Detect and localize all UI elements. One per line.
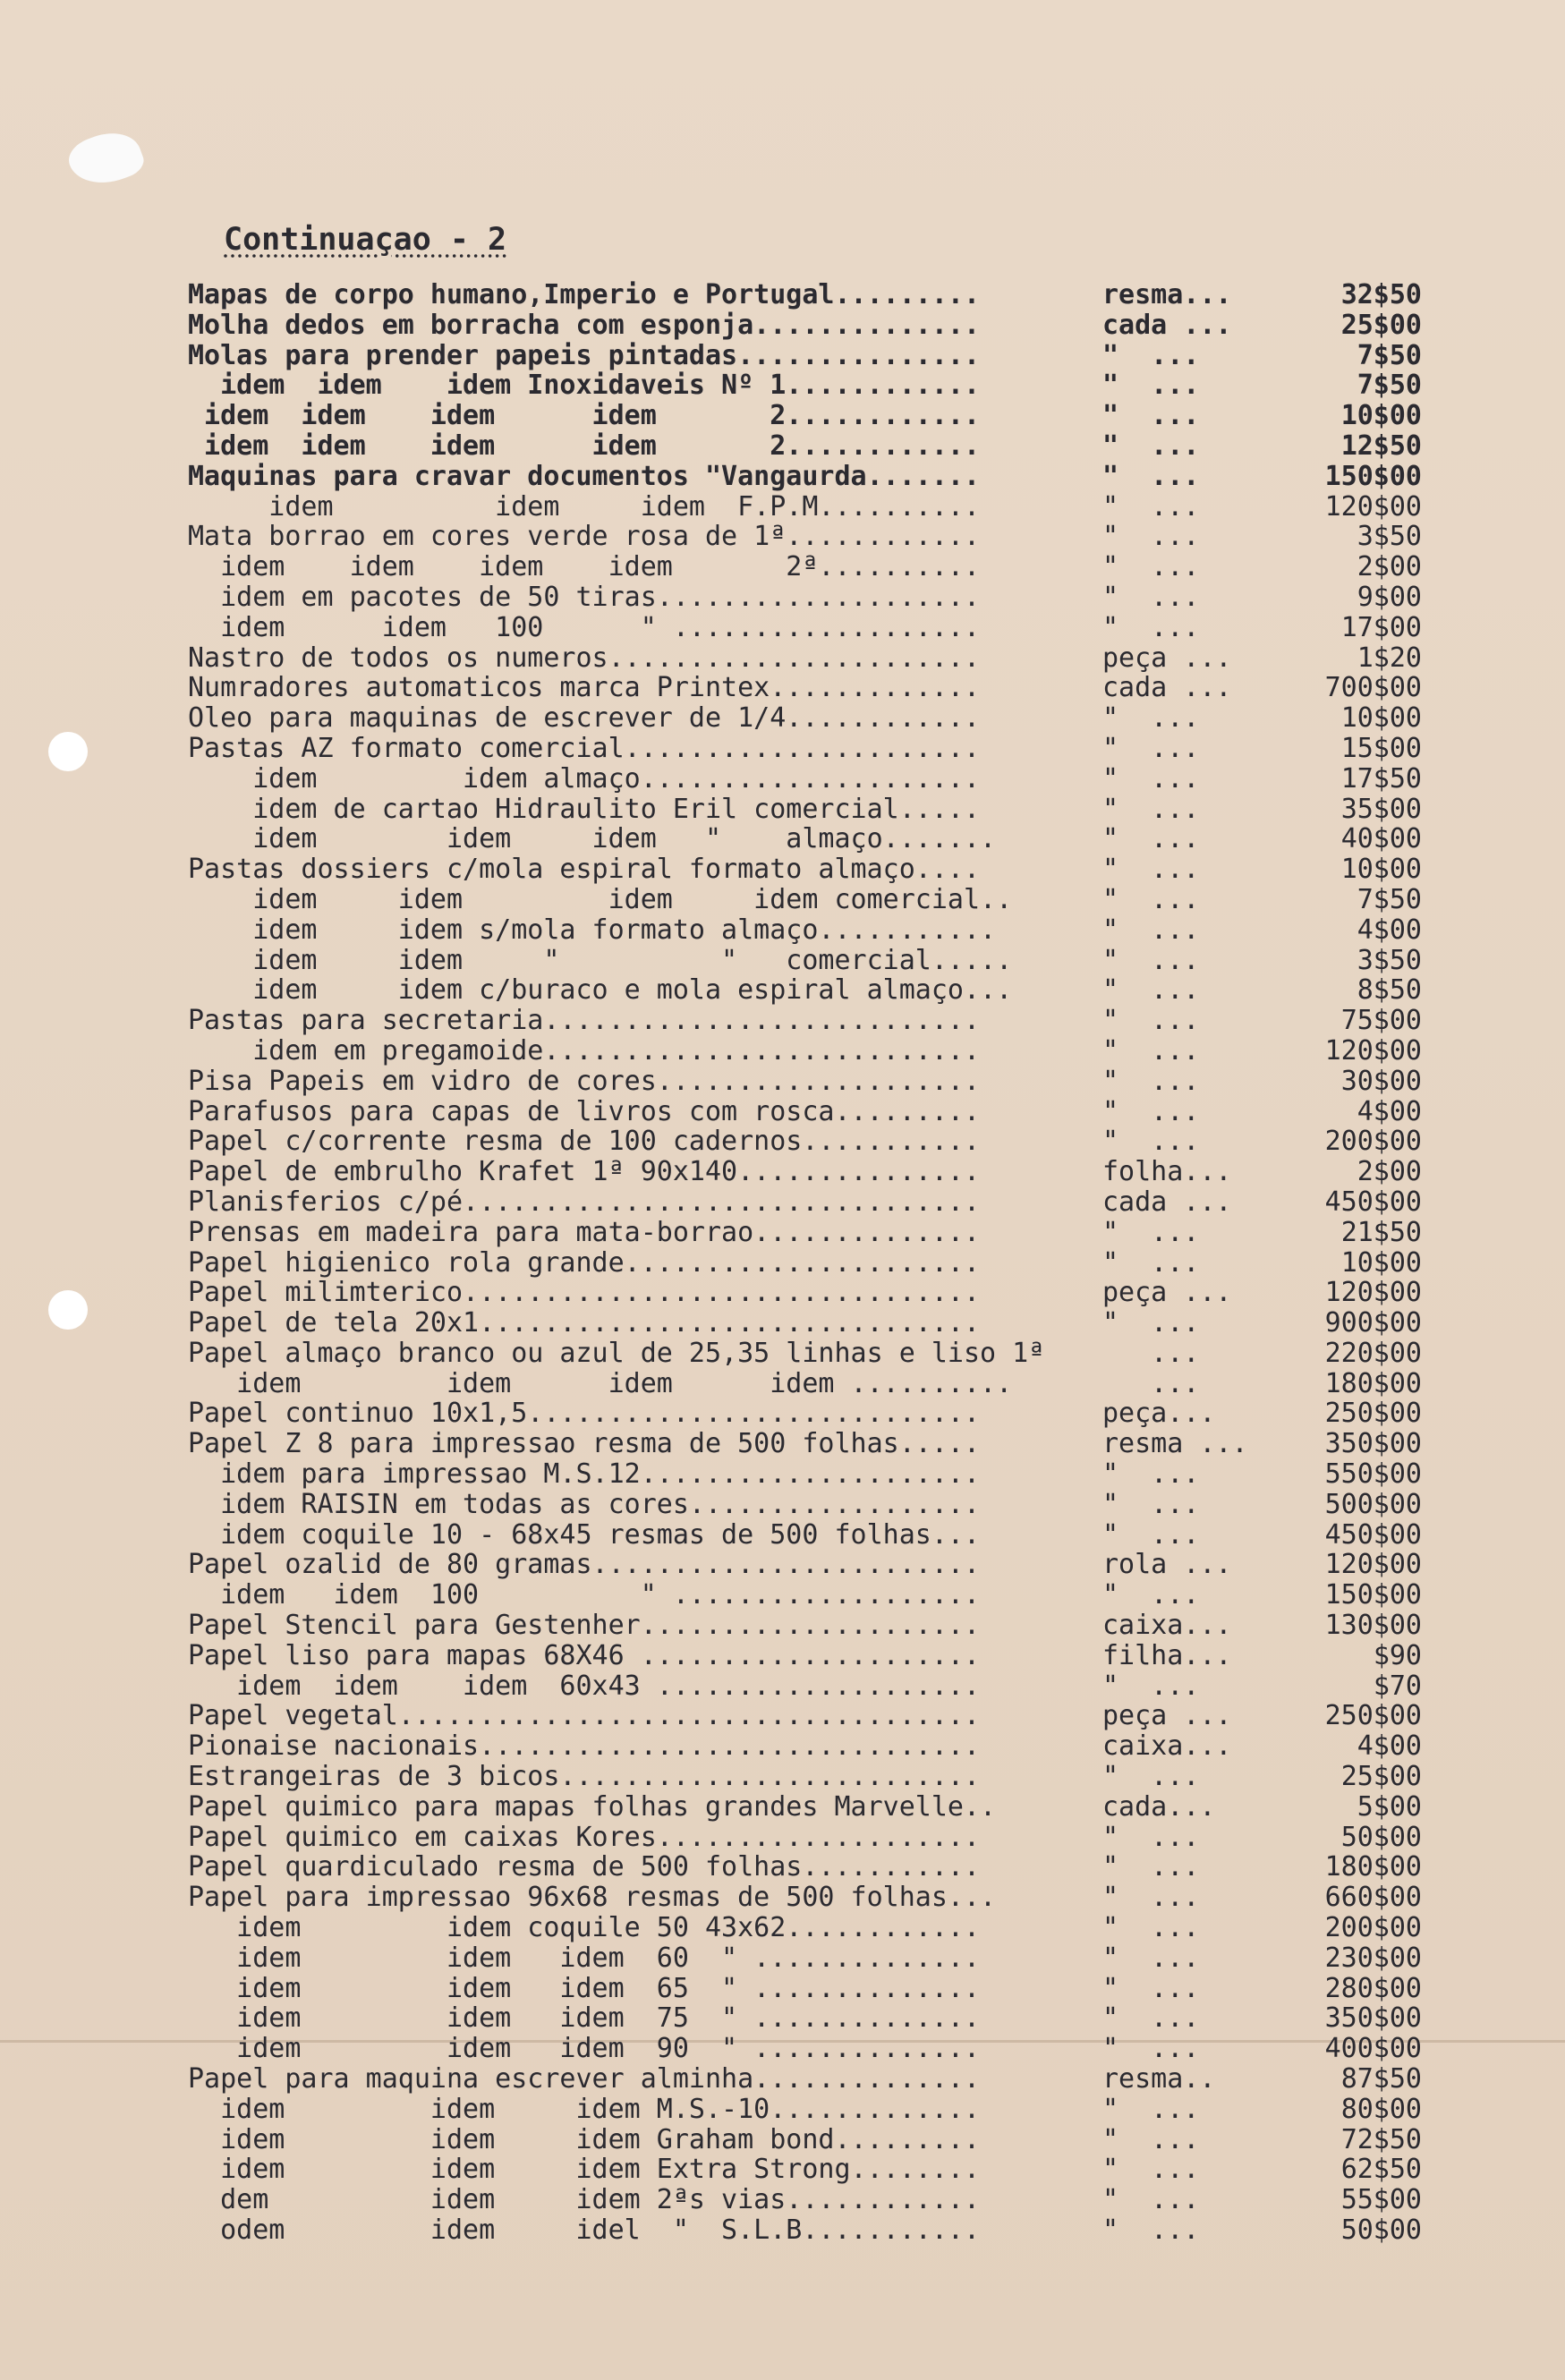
item-price: 3$50 <box>1357 944 1422 976</box>
item-price: 10$00 <box>1340 1246 1422 1279</box>
list-item <box>0 673 1565 703</box>
item-description: Papel quardiculado resma de 500 folhas........... <box>188 1852 981 1883</box>
item-unit: resma... <box>1102 280 1232 310</box>
item-price: 130$00 <box>1324 1610 1422 1642</box>
item-description: idem em pregamoide........................... <box>188 1035 981 1067</box>
item-description: Prensas em madeira para mata-borrao.............. <box>188 1217 981 1248</box>
item-description: idem RAISIN em todas as cores.................. <box>188 1489 981 1520</box>
item-price: 180$00 <box>1324 1851 1422 1883</box>
item-price: 21$50 <box>1340 1216 1422 1248</box>
item-unit: peça ... <box>1102 1278 1232 1309</box>
list-item <box>0 582 1565 613</box>
item-description: idem idem idem 75 " .............. <box>188 2003 981 2035</box>
item-price: 17$00 <box>1340 611 1422 643</box>
list-item <box>0 1974 1565 2004</box>
list-item <box>0 1157 1565 1187</box>
item-description: Pastas para secretaria........................... <box>188 1006 981 1036</box>
item-price: 7$50 <box>1357 370 1422 402</box>
list-item <box>0 2003 1565 2034</box>
list-item <box>0 1429 1565 1459</box>
item-description: idem idem idem M.S.-10............. <box>188 2094 981 2125</box>
item-unit: " ... <box>1102 824 1200 855</box>
item-price: 700$00 <box>1324 672 1422 704</box>
item-price: 55$00 <box>1340 2184 1422 2216</box>
item-price: 400$00 <box>1324 2033 1422 2065</box>
item-unit: " ... <box>1102 1066 1200 1097</box>
item-price: $90 <box>1373 1639 1422 1671</box>
item-price: 4$00 <box>1357 914 1422 946</box>
list-item <box>0 1187 1565 1218</box>
item-unit: " ... <box>1102 2094 1200 2125</box>
item-unit: " ... <box>1102 1580 1200 1611</box>
item-description: Papel quimico em caixas Kores.................... <box>188 1822 981 1853</box>
item-description: dem idem idem 2ªs vias............ <box>188 2185 981 2215</box>
list-item <box>0 1762 1565 1792</box>
item-unit: " ... <box>1102 854 1200 885</box>
item-price: 8$50 <box>1357 974 1422 1007</box>
list-item <box>0 2185 1565 2215</box>
item-unit: " ... <box>1102 1822 1200 1853</box>
item-description: Papel para maquina escrever alminha.............. <box>188 2064 981 2095</box>
item-unit: " ... <box>1102 1913 1200 1943</box>
item-unit: " ... <box>1102 733 1200 764</box>
list-item <box>0 522 1565 552</box>
item-description: Papel Stencil para Gestenher..................... <box>188 1611 981 1641</box>
list-item <box>0 1036 1565 1067</box>
item-description: Mapas de corpo humano,Imperio e Portugal......... <box>188 280 981 310</box>
item-description: Papel liso para mapas 68X46 ..................... <box>188 1640 981 1671</box>
item-price: 150$00 <box>1324 460 1422 492</box>
item-price: 230$00 <box>1324 1942 1422 1974</box>
list-item <box>0 1580 1565 1611</box>
item-unit: " ... <box>1102 522 1200 553</box>
list-item <box>0 1308 1565 1339</box>
item-price: 7$50 <box>1357 883 1422 915</box>
item-price: 2$00 <box>1357 1156 1422 1188</box>
item-unit: " ... <box>1102 1852 1200 1883</box>
item-price: 80$00 <box>1340 2093 1422 2125</box>
list-item <box>0 1671 1565 1702</box>
list-item <box>0 1006 1565 1036</box>
list-item <box>0 915 1565 946</box>
item-unit: " ... <box>1102 552 1200 582</box>
item-price: 72$50 <box>1340 2123 1422 2155</box>
item-price: 150$00 <box>1324 1579 1422 1611</box>
list-item <box>0 1823 1565 1853</box>
item-description: Pisa Papeis em vidro de cores.................... <box>188 1066 981 1097</box>
item-description: Pionaise nacionais............................... <box>188 1731 981 1763</box>
item-price: 250$00 <box>1324 1700 1422 1732</box>
item-unit: " ... <box>1102 1217 1200 1248</box>
item-price: 4$00 <box>1357 1095 1422 1127</box>
item-unit: " ... <box>1102 1489 1200 1520</box>
item-description: Oleo para maquinas de escrever de 1/4............ <box>188 703 981 734</box>
list-item <box>0 1490 1565 1520</box>
item-price: 17$50 <box>1340 762 1422 795</box>
item-description: idem idem idem 90 " .............. <box>188 2034 981 2065</box>
item-price: 25$00 <box>1340 1761 1422 1793</box>
item-price: 3$50 <box>1357 521 1422 553</box>
item-description: idem idem idem F.P.M.......... <box>188 491 981 523</box>
item-price: $70 <box>1373 1670 1422 1702</box>
list-item <box>0 2125 1565 2155</box>
item-unit: folha... <box>1102 1157 1232 1187</box>
list-item <box>0 1126 1565 1157</box>
item-description: idem idem idem 65 " .............. <box>188 1973 981 2004</box>
item-description: Planisferios c/pé................................ <box>188 1186 981 1218</box>
item-description: Papel ozalid de 80 gramas........................ <box>188 1550 981 1581</box>
list-item <box>0 370 1565 401</box>
item-description: Papel quimico para mapas folhas grandes Marvelle.. <box>188 1791 997 1823</box>
list-item <box>0 1913 1565 1943</box>
item-description: idem em pacotes de 50 tiras.................... <box>188 582 981 613</box>
item-description: Papel almaço branco ou azul de 25,35 linhas e liso 1ª <box>188 1338 1045 1369</box>
item-price: 15$00 <box>1340 732 1422 764</box>
item-unit: " ... <box>1102 1762 1200 1792</box>
item-description: Papel continuo 10x1,5............................ <box>188 1398 981 1430</box>
list-item <box>0 1550 1565 1580</box>
item-price: 550$00 <box>1324 1458 1422 1491</box>
item-description: idem idem idem 60x43 .................... <box>188 1670 981 1702</box>
item-unit: " ... <box>1102 340 1200 371</box>
list-item <box>0 1731 1565 1762</box>
list-item <box>0 1218 1565 1248</box>
item-unit: " ... <box>1102 794 1200 825</box>
item-description: idem para impressao M.S.12..................... <box>188 1459 981 1490</box>
item-unit: cada... <box>1102 1791 1216 1823</box>
item-price: 35$00 <box>1340 793 1422 825</box>
list-item <box>0 703 1565 734</box>
list-item <box>0 613 1565 643</box>
item-description: Papel Z 8 para impressao resma de 500 folhas..... <box>188 1429 981 1460</box>
item-description: idem idem 100 " ................... <box>188 612 981 643</box>
item-unit: " ... <box>1102 1126 1200 1158</box>
list-item <box>0 2155 1565 2185</box>
item-price: 220$00 <box>1324 1337 1422 1369</box>
item-unit: " ... <box>1102 1035 1200 1067</box>
item-price: 32$50 <box>1340 279 1422 310</box>
item-unit: cada ... <box>1102 1186 1232 1218</box>
item-price: 30$00 <box>1340 1065 1422 1097</box>
item-description: Molha dedos em borracha com esponja.............. <box>188 310 981 341</box>
item-unit: " ... <box>1102 401 1200 431</box>
item-price: 7$50 <box>1357 339 1422 371</box>
item-unit: resma ... <box>1102 1429 1248 1460</box>
torn-corner <box>64 123 148 194</box>
item-unit: " ... <box>1102 461 1200 492</box>
item-price: 4$00 <box>1357 1730 1422 1763</box>
item-description: Papel higienico rola grande...................... <box>188 1247 981 1279</box>
item-unit: " ... <box>1102 1670 1200 1702</box>
item-unit: " ... <box>1102 1247 1200 1279</box>
item-price: 87$50 <box>1340 2063 1422 2095</box>
item-description: idem idem almaço..................... <box>188 763 981 795</box>
item-description: idem idem idem idem comercial.. <box>188 884 1013 915</box>
list-item <box>0 310 1565 341</box>
item-unit: peça ... <box>1102 1701 1232 1732</box>
item-price: 500$00 <box>1324 1488 1422 1520</box>
list-item <box>0 1943 1565 1974</box>
item-description: idem idem idem Inoxidaveis Nº 1............ <box>188 370 981 402</box>
item-price: 9$00 <box>1357 581 1422 613</box>
item-description: idem idem coquile 50 43x62............ <box>188 1913 981 1943</box>
item-unit: rola ... <box>1102 1550 1232 1581</box>
list-item <box>0 854 1565 885</box>
list-item <box>0 1883 1565 1913</box>
list-item <box>0 2034 1565 2064</box>
list-item <box>0 280 1565 310</box>
price-list <box>0 280 1565 2246</box>
list-item <box>0 1398 1565 1429</box>
item-unit: " ... <box>1102 2215 1200 2246</box>
item-description: idem idem idem idem .......... <box>188 1368 1013 1399</box>
item-unit: " ... <box>1102 2185 1200 2215</box>
item-price: 25$00 <box>1340 309 1422 341</box>
item-unit: " ... <box>1102 1519 1200 1551</box>
item-unit: " ... <box>1102 491 1200 523</box>
item-unit: " ... <box>1102 2034 1200 2065</box>
item-unit: cada ... <box>1102 673 1232 704</box>
item-description: Nastro de todos os numeros....................... <box>188 642 981 674</box>
list-item <box>0 824 1565 854</box>
item-unit: " ... <box>1102 430 1200 462</box>
list-item <box>0 2064 1565 2095</box>
item-unit: " ... <box>1102 914 1200 946</box>
item-description: idem idem idem idem 2............ <box>188 430 981 462</box>
item-unit: " ... <box>1102 703 1200 734</box>
item-unit: cada ... <box>1102 310 1232 341</box>
item-description: Molas para prender papeis pintadas............... <box>188 340 981 371</box>
item-description: idem idem " " comercial..... <box>188 945 1013 976</box>
list-item <box>0 1067 1565 1097</box>
item-unit: " ... <box>1102 1459 1200 1490</box>
item-price: 50$00 <box>1340 1821 1422 1853</box>
item-price: 5$00 <box>1357 1790 1422 1823</box>
item-price: 200$00 <box>1324 1912 1422 1944</box>
item-price: 350$00 <box>1324 2002 1422 2035</box>
item-unit: " ... <box>1102 884 1200 915</box>
list-item <box>0 1339 1565 1369</box>
item-description: Numradores automaticos marca Printex............. <box>188 673 981 704</box>
item-unit: " ... <box>1102 2124 1200 2155</box>
item-price: 40$00 <box>1340 823 1422 855</box>
item-description: Mata borrao em cores verde rosa de 1ª............ <box>188 522 981 553</box>
item-unit: ... <box>1102 1368 1200 1399</box>
item-description: idem idem 100 " ................... <box>188 1580 981 1611</box>
list-item <box>0 1278 1565 1308</box>
item-unit: " ... <box>1102 1308 1200 1339</box>
list-item <box>0 1641 1565 1671</box>
item-price: 280$00 <box>1324 1972 1422 2004</box>
item-description: Papel de tela 20x1............................... <box>188 1308 981 1339</box>
item-description: Parafusos para capas de livros com rosca......... <box>188 1096 981 1127</box>
item-price: 900$00 <box>1324 1307 1422 1339</box>
item-price: 120$00 <box>1324 490 1422 523</box>
list-item <box>0 552 1565 582</box>
item-unit: filha... <box>1102 1640 1232 1671</box>
list-item <box>0 492 1565 523</box>
item-description: idem idem idem idem 2............ <box>188 401 981 431</box>
item-description: Pastas dossiers c/mola espiral formato almaço.... <box>188 854 981 885</box>
list-item <box>0 1701 1565 1731</box>
item-price: 2$00 <box>1357 551 1422 583</box>
item-price: 10$00 <box>1340 854 1422 886</box>
list-item <box>0 734 1565 764</box>
list-item <box>0 401 1565 431</box>
item-description: idem idem s/mola formato almaço........... <box>188 914 997 946</box>
list-item <box>0 1248 1565 1279</box>
list-item <box>0 2215 1565 2246</box>
item-description: idem coquile 10 - 68x45 resmas de 500 folhas... <box>188 1519 981 1551</box>
list-item <box>0 341 1565 371</box>
item-price: 50$00 <box>1340 2214 1422 2246</box>
item-unit: ... <box>1102 1338 1200 1369</box>
item-description: Maquinas para cravar documentos "Vangaurda....... <box>188 461 981 492</box>
item-unit: peça... <box>1102 1398 1216 1430</box>
item-unit: " ... <box>1102 1006 1200 1036</box>
item-unit: " ... <box>1102 582 1200 613</box>
list-item <box>0 1097 1565 1127</box>
item-price: 62$50 <box>1340 2154 1422 2186</box>
item-price: 120$00 <box>1324 1549 1422 1581</box>
item-price: 120$00 <box>1324 1034 1422 1067</box>
item-description: Estrangeiras de 3 bicos.......................... <box>188 1762 981 1792</box>
item-unit: " ... <box>1102 370 1200 402</box>
item-price: 450$00 <box>1324 1186 1422 1218</box>
item-description: Papel vegetal.................................... <box>188 1701 981 1732</box>
item-unit: " ... <box>1102 1096 1200 1127</box>
list-item <box>0 885 1565 915</box>
item-unit: " ... <box>1102 1973 1200 2004</box>
item-price: 250$00 <box>1324 1398 1422 1430</box>
list-item <box>0 764 1565 795</box>
item-description: idem idem idem idem 2ª.......... <box>188 552 981 582</box>
item-unit: " ... <box>1102 975 1200 1007</box>
item-unit: " ... <box>1102 1942 1200 1974</box>
item-price: 12$50 <box>1340 429 1422 462</box>
list-item <box>0 1792 1565 1823</box>
item-price: 350$00 <box>1324 1428 1422 1460</box>
item-description: odem idem idel " S.L.B........... <box>188 2215 981 2246</box>
item-unit: peça ... <box>1102 642 1232 674</box>
item-unit: " ... <box>1102 612 1200 643</box>
item-price: 120$00 <box>1324 1277 1422 1309</box>
item-price: 200$00 <box>1324 1126 1422 1158</box>
list-item <box>0 1459 1565 1490</box>
item-unit: " ... <box>1102 1883 1200 1914</box>
item-unit: resma.. <box>1102 2064 1216 2095</box>
item-unit: " ... <box>1102 2155 1200 2186</box>
item-unit: " ... <box>1102 763 1200 795</box>
item-description: idem de cartao Hidraulito Eril comercial..... <box>188 794 981 825</box>
list-item <box>0 1369 1565 1399</box>
item-price: 10$00 <box>1340 702 1422 735</box>
list-item <box>0 462 1565 492</box>
item-description: Pastas AZ formato comercial...................... <box>188 733 981 764</box>
item-description: idem idem idem " almaço....... <box>188 824 997 855</box>
item-description: Papel milimterico................................ <box>188 1278 981 1309</box>
list-item <box>0 1852 1565 1883</box>
list-item <box>0 1520 1565 1551</box>
list-item <box>0 2095 1565 2125</box>
item-description: Papel c/corrente resma de 100 cadernos........... <box>188 1126 981 1158</box>
list-item <box>0 975 1565 1006</box>
item-description: idem idem c/buraco e mola espiral almaço... <box>188 975 1013 1007</box>
item-unit: caixa... <box>1102 1731 1232 1763</box>
item-unit: caixa... <box>1102 1611 1232 1641</box>
item-description: Papel para impressao 96x68 resmas de 500 folhas... <box>188 1883 997 1914</box>
item-description: idem idem idem 60 " .............. <box>188 1942 981 1974</box>
page-heading: Continuaçao - 2 <box>224 222 507 258</box>
list-item <box>0 946 1565 976</box>
list-item <box>0 643 1565 674</box>
item-price: 180$00 <box>1324 1367 1422 1399</box>
item-unit: " ... <box>1102 945 1200 976</box>
item-price: 450$00 <box>1324 1518 1422 1551</box>
item-price: 660$00 <box>1324 1882 1422 1914</box>
list-item <box>0 1611 1565 1641</box>
list-item <box>0 431 1565 462</box>
item-price: 1$20 <box>1357 642 1422 674</box>
list-item <box>0 795 1565 825</box>
item-description: idem idem idem Graham bond......... <box>188 2124 981 2155</box>
item-price: 10$00 <box>1340 400 1422 432</box>
item-description: Papel de embrulho Krafet 1ª 90x140............... <box>188 1157 981 1187</box>
item-unit: " ... <box>1102 2003 1200 2035</box>
item-price: 75$00 <box>1340 1005 1422 1037</box>
item-description: idem idem idem Extra Strong........ <box>188 2155 981 2186</box>
